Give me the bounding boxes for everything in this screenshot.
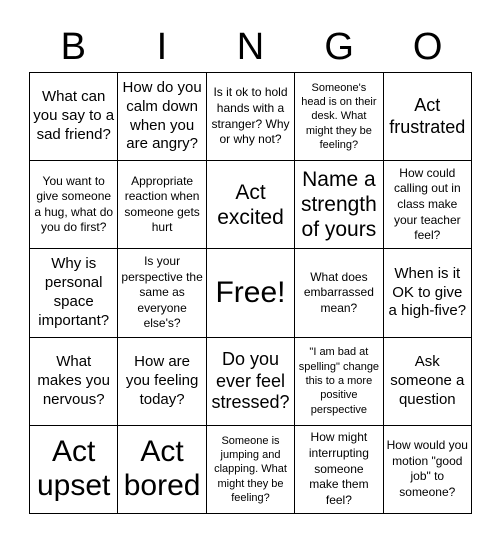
bingo-cell[interactable]: When is it OK to give a high-five? [384,249,472,337]
bingo-cell[interactable]: Someone's head is on their desk. What might they be feeling? [295,73,383,161]
bingo-cell[interactable]: Name a strength of yours [295,161,383,249]
bingo-cell[interactable]: Someone is jumping and clapping. What might they be feeling? [207,426,295,514]
free-space-cell[interactable]: Free! [207,249,295,337]
bingo-cell[interactable]: Act upset [30,426,118,514]
bingo-header [29,22,472,72]
bingo-cell[interactable]: How are you feeling today? [118,338,206,426]
bingo-board [29,72,472,514]
bingo-cell[interactable]: Why is personal space important? [30,249,118,337]
bingo-cell[interactable]: Act bored [118,426,206,514]
header-letter-g: G [324,25,354,68]
bingo-cell[interactable]: Act excited [207,161,295,249]
bingo-cell[interactable]: How might interrupting someone make them feel? [295,426,383,514]
header-letter-i: I [156,25,168,68]
bingo-cell[interactable]: "I am bad at spelling" change this to a more positive perspective [295,338,383,426]
header-letter-o: O [412,25,443,68]
bingo-cell[interactable]: Is it ok to hold hands with a stranger? Why or why not? [207,73,295,161]
bingo-cell[interactable]: What makes you nervous? [30,338,118,426]
bingo-cell[interactable]: How do you calm down when you are angry? [118,73,206,161]
bingo-cell[interactable]: What does embarrassed mean? [295,249,383,337]
bingo-cell[interactable]: Ask someone a question [384,338,472,426]
bingo-cell[interactable]: How would you motion "good job" to someone? [384,426,472,514]
bingo-cell[interactable]: Do you ever feel stressed? [207,338,295,426]
bingo-cell[interactable]: How could calling out in class make your teacher feel? [384,161,472,249]
bingo-cell[interactable]: What can you say to a sad friend? [30,73,118,161]
bingo-cell[interactable]: Appropriate reaction when someone gets hurt [118,161,206,249]
header-letter-n: N [236,25,265,68]
bingo-cell[interactable]: Act frustrated [384,73,472,161]
bingo-cell[interactable]: You want to give someone a hug, what do you do first? [30,161,118,249]
header-letter-b: B [60,25,86,68]
bingo-cell[interactable]: Is your perspective the same as everyone else's? [118,249,206,337]
